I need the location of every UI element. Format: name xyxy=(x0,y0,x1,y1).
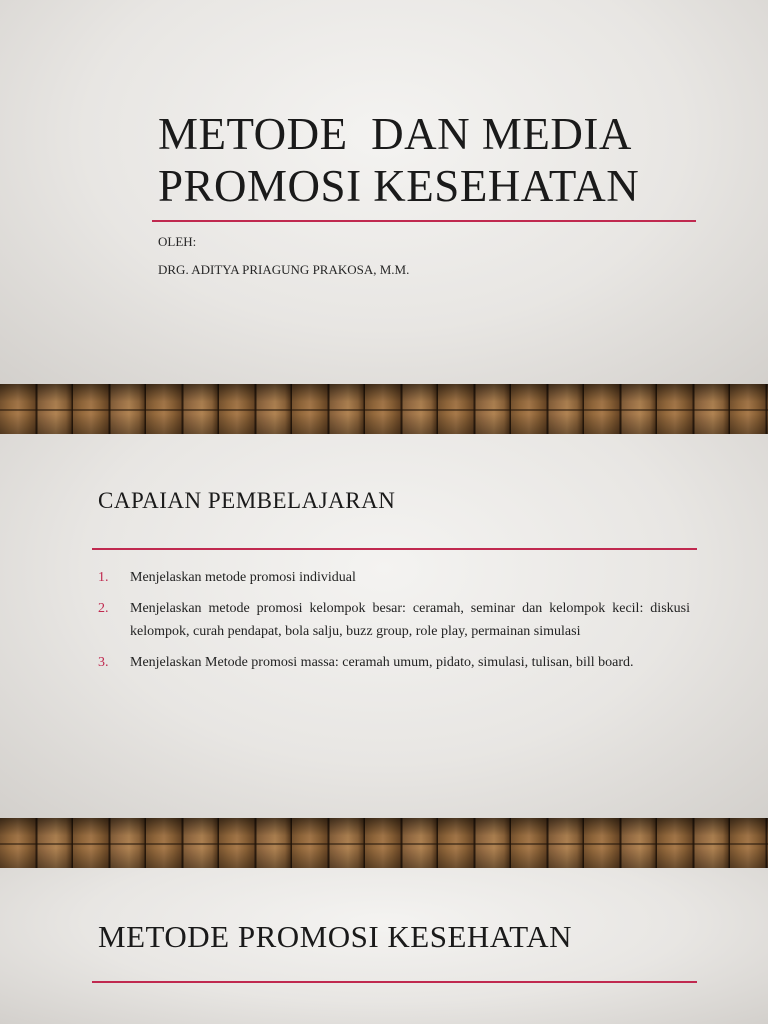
health-promotion-methods-heading: METODE PROMOSI KESEHATAN xyxy=(98,919,572,954)
title-line-1: METODE DAN MEDIA xyxy=(158,109,632,159)
list-item-number: 2. xyxy=(98,601,109,616)
list-item xyxy=(98,597,690,643)
list-item-text: Menjelaskan Metode promosi massa: ceramah umum, pidato, simulasi, tulisan, bill board. xyxy=(130,655,634,670)
wood-floor-divider xyxy=(0,384,768,434)
slide-title xyxy=(0,0,768,384)
list-item-number: 1. xyxy=(98,570,109,585)
title-line-2: PROMOSI KESEHATAN xyxy=(158,161,640,211)
wood-floor-divider xyxy=(0,818,768,868)
list-item-number: 3. xyxy=(98,655,109,670)
list-item-text: Menjelaskan metode promosi kelompok besar: ceramah, seminar dan kelompok kecil: diskusi kelompok, curah pendapat, bola salju, buzz group, role play, permainan simulasi xyxy=(130,601,690,639)
list-item-text: Menjelaskan metode promosi individual xyxy=(130,570,356,585)
by-label: OLEH: xyxy=(158,234,197,249)
list-item xyxy=(98,651,690,674)
title-divider xyxy=(152,220,696,222)
author-name: DRG. ADITYA PRIAGUNG PRAKOSA, M.M. xyxy=(158,262,410,277)
health-promotion-methods-divider xyxy=(92,981,697,983)
learning-outcomes-heading: CAPAIAN PEMBELAJARAN xyxy=(98,488,396,513)
slide-title-heading xyxy=(158,108,639,212)
learning-outcomes-list xyxy=(98,566,690,682)
list-item xyxy=(98,566,690,589)
learning-outcomes-divider xyxy=(92,548,697,550)
